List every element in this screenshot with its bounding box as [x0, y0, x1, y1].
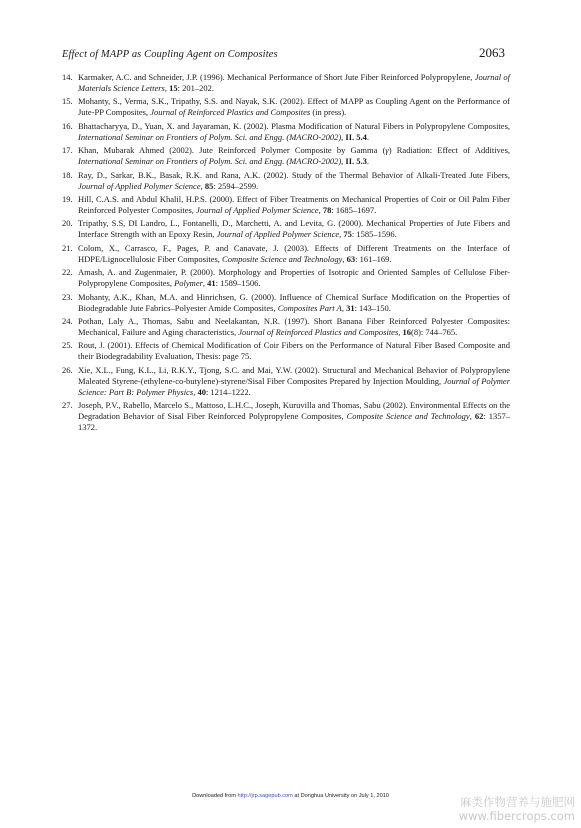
reference-item: [62, 194, 510, 216]
reference-text: Joseph, P.V., Rabello, Marcelo S., Mattoso, L.H.C., Joseph, Kuruvilla and Thomas, Sabu (2002). Environmental Effects on the Degradation Behavior of Sisal Fiber Reinforced Polypropylene Composites,: [78, 400, 510, 422]
reference-volume: 63: [346, 253, 356, 264]
reference-text: Pothan, Laly A., Thomas, Sabu and Neelakantan, N.R. (1997). Short Banana Fiber Reinforced Polyester Composites: Mechanical, Failure and Aging characteristics,: [78, 316, 510, 337]
watermark-line-2: www.fibercrops.com: [458, 809, 575, 823]
reference-item: [62, 145, 510, 167]
reference-source: Journal of Applied Polymer Science: [78, 180, 201, 191]
reference-number: 19.: [62, 194, 73, 205]
reference-text: Amash, A. and Zugenmaier, P. (2000). Morphology and Properties of Isotropic and Oriented Samples of Cellulose Fiber-Polypropylene Composites,: [78, 267, 510, 289]
reference-text: ,: [469, 411, 475, 422]
reference-item: [62, 365, 510, 398]
reference-text: ,: [339, 229, 344, 240]
reference-text: ,: [398, 326, 403, 337]
reference-source: Journal of Reinforced Plastics and Composites: [238, 326, 399, 337]
footer-prefix: Downloaded from: [192, 793, 238, 799]
reference-text: : 1685–1697.: [331, 204, 377, 215]
page-number: 2063: [479, 45, 505, 60]
reference-source: Journal of Reinforced Plastics and Composites: [150, 107, 311, 118]
reference-item: [62, 218, 510, 240]
reference-number: 21.: [62, 242, 73, 253]
reference-volume: II. 5.4: [345, 131, 367, 142]
reference-text: ) Radiation: Effect of Additives,: [388, 145, 511, 156]
reference-text: Tripathy, S.S, DI Landro, L., Fontanelli, D., Marchetti, A. and Levita, G. (2000). Mechanical Properties of Jute Fibers and Interface Strength with an Epoxy Resin,: [78, 218, 510, 240]
reference-number: 20.: [62, 218, 73, 229]
reference-source: γ: [385, 145, 389, 156]
reference-text: Mohanty, A.K., Khan, M.A. and Hinrichsen, G. (2000). Influence of Chemical Surface Modification on the Properties of Biodegradable Jute Fabrics–Polyester Amide Composites,: [78, 291, 510, 313]
reference-text: : 1589–1506.: [215, 278, 261, 289]
reference-item: [62, 121, 510, 143]
reference-source: Journal of Polymer Science: Part B: Polymer Physics: [78, 375, 510, 397]
reference-text: : 201–202.: [177, 82, 214, 93]
watermark-line-1: 麻类作物营养与施肥网: [460, 795, 575, 809]
running-head: [62, 45, 505, 61]
reference-text: Colom, X., Carrasco, F., Pages, P. and Canavate, J. (2003). Effects of Different Treatments on the Interface of HDPE/Lignocellulosic Fiber Composites,: [78, 242, 510, 264]
reference-text: Xie, X.L., Fung, K.L., Li, R.K.Y., Tjong, S.C. and Mai, Y.W. (2002). Structural and Mechanical Behavior of Polypropylene Maleated Styrene-(ethylene-co-butylene)-styrene/Sisal Fiber Composites Prepared by Injection Moulding,: [78, 364, 510, 386]
reference-source: International Seminar on Frontiers of Polym. Sci. and Engg. (MACRO-2002): [78, 131, 342, 142]
reference-source: International Seminar on Frontiers of Polym. Sci. and Engg. (MACRO-2002): [78, 156, 342, 167]
reference-volume: 40: [197, 386, 206, 397]
footer-link[interactable]: http://jrp.sagepub.com: [237, 793, 293, 799]
reference-number: 24.: [62, 316, 73, 327]
reference-volume: 16: [402, 326, 412, 337]
reference-number: 25.: [62, 340, 73, 351]
reference-volume: 41: [207, 278, 216, 289]
running-title: Effect of MAPP as Coupling Agent on Composites: [62, 49, 278, 60]
reference-text: Ray, D., Sarkar, B.K., Basak, R.K. and Rana, A.K. (2002). Study of the Thermal Behavior of Alkali-Treated Jute Fibers,: [78, 169, 510, 180]
reference-volume: 15: [169, 82, 178, 93]
reference-source: Composite Science and Technology: [222, 253, 343, 264]
reference-item: [62, 316, 510, 338]
reference-item: [62, 292, 510, 314]
watermark: [459, 795, 575, 823]
reference-text: : 1585–1596.: [351, 229, 397, 240]
reference-source: Journal of Applied Polymer Science: [196, 204, 319, 215]
reference-item: [62, 243, 510, 265]
reference-number: 23.: [62, 291, 73, 302]
reference-text: : 1357–1372.: [78, 411, 511, 432]
reference-volume: 78: [322, 204, 332, 215]
reference-text: : 161–169.: [355, 253, 392, 264]
reference-text: Rout, J. (2001). Effects of Chemical Modification of Coir Fibers on the Performance of Natural Fiber Based Composite and their Biodegradability Evaluation, Thesis: page 75.: [78, 340, 510, 362]
reference-volume: 75: [343, 229, 352, 240]
reference-number: 27.: [62, 400, 73, 411]
reference-item: [62, 96, 510, 118]
reference-text: Khan, Mubarak Ahmed (2002). Jute Reinforced Polymer Composite by Gamma (: [78, 145, 386, 156]
reference-text: ,: [318, 204, 323, 215]
reference-source: Journal of Applied Polymer Science: [216, 229, 340, 240]
reference-text: (in press).: [310, 107, 347, 118]
reference-text: ,: [341, 131, 346, 142]
reference-volume: 62: [474, 411, 484, 422]
reference-text: ,: [200, 180, 205, 191]
reference-number: 18.: [62, 169, 73, 180]
reference-source: Composite Science and Technology: [346, 411, 470, 422]
reference-number: 14.: [62, 72, 73, 82]
reference-text: ,: [202, 278, 208, 289]
reference-volume: II. 5.3: [345, 156, 367, 167]
reference-text: (8): 744–765.: [411, 326, 458, 337]
reference-item: [62, 267, 510, 289]
reference-number: 17.: [62, 145, 73, 156]
reference-volume: 85: [204, 180, 214, 191]
reference-text: .: [366, 156, 370, 167]
reference-item: [62, 170, 510, 192]
reference-item: [62, 72, 510, 94]
reference-text: : 143–150.: [354, 302, 391, 313]
reference-text: Bhattacharyya, D., Yuan, X. and Jayaraman, K. (2002). Plasma Modification of Natural Fibers in Polypropylene Composites,: [78, 120, 510, 131]
reference-number: 15.: [62, 96, 73, 107]
reference-text: ,: [164, 82, 170, 93]
reference-text: Karmaker, A.C. and Schneider, J.P. (1996). Mechanical Performance of Short Jute Fiber Reinforced Polypropylene,: [78, 72, 475, 82]
reference-text: Mohanty, S., Verma, S.K., Tripathy, S.S. and Nayak, S.K. (2002). Effect of MAPP as Coupling Agent on the Performance of Jute-PP Composites,: [78, 96, 510, 118]
reference-item: [62, 340, 510, 362]
reference-text: ,: [342, 253, 347, 264]
reference-text: : 2594–2599.: [213, 180, 259, 191]
reference-text: ,: [341, 302, 347, 313]
reference-source: Journal of Materials Science Letters: [78, 72, 510, 93]
reference-item: [62, 400, 510, 433]
reference-number: 22.: [62, 267, 73, 278]
reference-text: .: [366, 131, 370, 142]
reference-text: : 1214–1222.: [205, 386, 251, 397]
reference-source: Composites Part A: [277, 302, 342, 313]
reference-number: 16.: [62, 120, 73, 131]
footer-suffix: at Donghua University on July 1, 2010: [292, 793, 389, 799]
reference-volume: 31: [346, 302, 355, 313]
reference-number: 26.: [62, 364, 73, 375]
reference-source: Polymer: [174, 278, 203, 289]
reference-text: ,: [341, 156, 346, 167]
reference-text: ,: [193, 386, 198, 397]
reference-text: Hill, C.A.S. and Abdul Khalil, H.P.S. (2000). Effect of Fiber Treatments on Mechanical Properties of Coir or Oil Palm Fiber Reinforced Polyester Composites,: [78, 194, 510, 215]
reference-list: [62, 72, 510, 436]
